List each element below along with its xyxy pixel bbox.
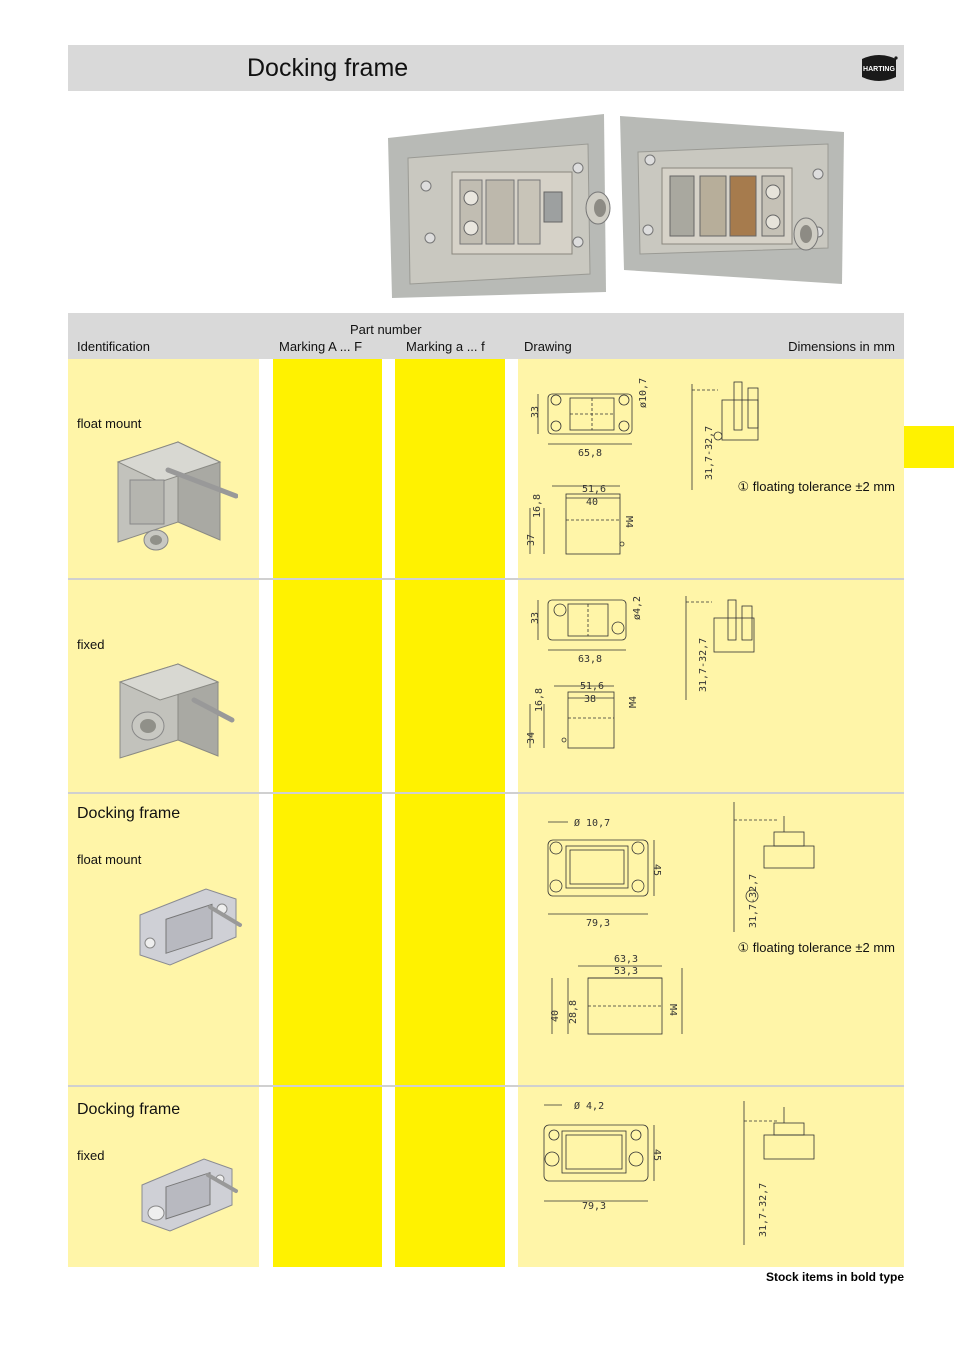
float-mount-frame-image: [108, 440, 238, 563]
dim-width-3: 53,3: [614, 966, 639, 977]
row-3-title: Docking frame: [77, 805, 181, 822]
dim-width-3: 38: [584, 694, 597, 705]
header-drawing: Drawing: [524, 339, 572, 354]
stock-items-note: Stock items in bold type: [765, 1270, 904, 1284]
dim-thread: M4: [623, 516, 634, 529]
row-4-drawing: [522, 1095, 902, 1260]
dim-width-3: 40: [586, 497, 599, 508]
dim-hole: Ø 4,2: [574, 1101, 605, 1112]
row-3-drawing: [522, 802, 902, 1057]
row-4-title: Docking frame: [77, 1101, 181, 1118]
dim-height: 45: [651, 864, 662, 877]
header-marking-lower: Marking a ... f: [406, 339, 485, 354]
dim-hole: ø4,2: [632, 595, 643, 620]
dim-width: 65,8: [578, 448, 603, 459]
row-2-drawing: [522, 590, 902, 795]
dim-depth: 16,8: [532, 493, 543, 518]
dim-height: 33: [530, 405, 541, 418]
dim-height-2: 37: [526, 533, 537, 546]
logo-text: HARTING: [863, 66, 895, 73]
harting-logo: [858, 53, 900, 83]
row-3-note: ① floating tolerance ±2 mm: [737, 940, 895, 955]
section-tab-marker: [904, 426, 954, 468]
row-1-drawing: [522, 370, 902, 575]
dim-hole: ø10,7: [638, 377, 649, 408]
title-bar: [68, 45, 904, 91]
page-title: Docking frame: [247, 54, 409, 82]
row-1-note: ① floating tolerance ±2 mm: [737, 479, 895, 494]
dim-thread: M4: [667, 1004, 678, 1017]
product-photos: [388, 112, 850, 298]
dim-width: 63,8: [578, 654, 603, 665]
dim-depth: 16,8: [534, 687, 545, 712]
header-marking-upper: Marking A ... F: [279, 339, 363, 354]
row-1-subtitle: float mount: [77, 416, 142, 431]
dim-height: 45: [651, 1149, 662, 1162]
header-identification: Identification: [77, 339, 150, 354]
dim-float-range: 31,7-32,7: [704, 425, 715, 480]
dim-hole: Ø 10,7: [574, 818, 611, 829]
dim-float-range: 31,7-32,7: [698, 637, 709, 692]
dim-height: 33: [530, 611, 541, 624]
dim-height-2: 34: [526, 731, 537, 744]
dim-width: 79,3: [582, 1201, 607, 1212]
docking-frame-float-image: [136, 885, 246, 974]
row-3-subtitle: float mount: [77, 852, 142, 867]
row-4-subtitle: fixed: [77, 1148, 105, 1163]
marking-upper-column: [273, 359, 382, 1267]
dim-height-2: 40: [550, 1009, 561, 1022]
dim-thread: M4: [628, 695, 639, 708]
table-header: [68, 313, 904, 359]
marking-lower-column: [395, 359, 505, 1267]
dim-width: 79,3: [586, 918, 611, 929]
row-2-subtitle: fixed: [77, 637, 105, 652]
dim-float-range: 31,7-32,7: [758, 1182, 769, 1237]
row-divider: [68, 578, 904, 580]
header-dimensions: Dimensions in mm: [788, 339, 895, 354]
dim-width-2: 51,6: [580, 681, 605, 692]
dim-float-range: 31,7-32,7: [748, 873, 759, 928]
dim-width-2: 51,6: [582, 484, 607, 495]
row-divider: [68, 1085, 904, 1087]
dim-width-2: 63,3: [614, 954, 639, 965]
dim-depth: 28,8: [568, 999, 579, 1024]
docking-frame-fixed-image: [138, 1155, 242, 1240]
header-part-number: Part number: [350, 322, 422, 337]
fixed-frame-image: [108, 660, 238, 775]
